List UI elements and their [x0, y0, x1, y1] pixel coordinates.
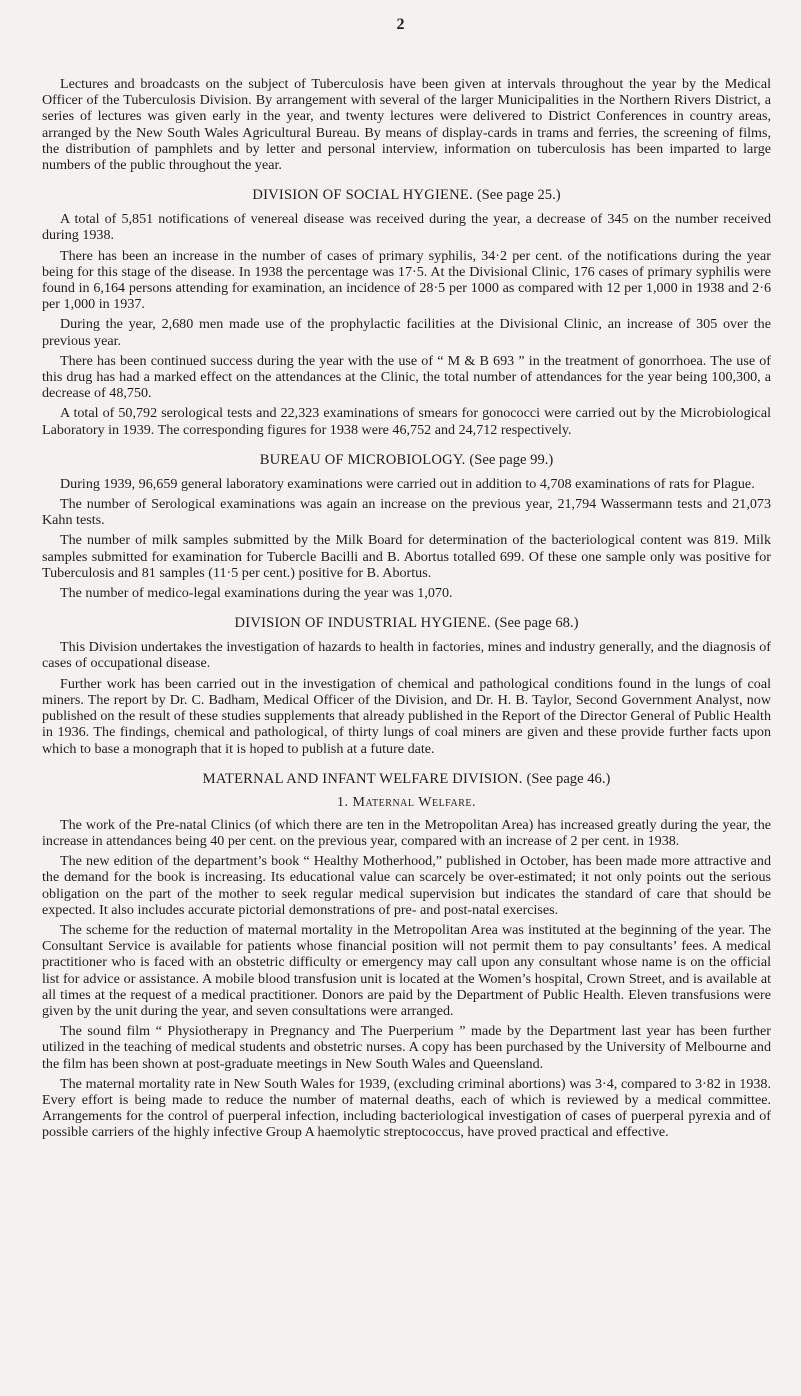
paragraph: The number of medico-legal examinations during the year was 1,070. [60, 585, 453, 602]
section-microbiology [42, 452, 771, 601]
paragraph: The scheme for the reduction of maternal mortality in the Metropolitan Area was instituted at the beginning of the year. The Consultant Service is available for patients whose financial position will not permit them to pay consultants’ fees. A medical practitioner who is faced with an obstetric difficulty or emergency may call upon any consultant whose name is on the official list for advice or assistance. A mobile blood transfusion unit is located at the Women’s hospital, Crown Street, and is available at all times at the request of a medical practitioner. Donors are paid by the Department of Public Health. Eleven transfusions were given by the unit during the year, and seven consultations were arranged. [42, 921, 771, 1019]
paragraph: This Division undertakes the investigation of hazards to health in factories, mines and industry generally, and the diagnosis of cases of occupational disease. [42, 639, 771, 672]
paragraph: The number of milk samples submitted by the Milk Board for determination of the bacteriological content was 819. Milk samples submitted for examination for Tubercle Bacilli and B. Abortus totalled 699. Of these one sample only was positive for Tuberculosis and 81 samples (11·5 per cent.) positive for B. Abortus. [42, 532, 771, 581]
paragraph: A total of 50,792 serological tests and 22,323 examinations of smears for gonococci were carried out by the Microbiological Laboratory in 1939. The corresponding figures for 1938 were 46,752 and 24,712 respectively. [42, 405, 771, 438]
page-reference: (See page 99.) [469, 451, 554, 468]
section-title: DIVISION OF INDUSTRIAL HYGIENE. [234, 615, 491, 632]
section-maternal-infant-welfare [42, 771, 771, 1141]
paragraph: The new edition of the department’s book “ Healthy Motherhood,” published in October, has been made more attractive and the demand for the book is increasing. Its educational value can scarcely be over-estimated; it not only points out the serious obligation on the part of the mother to seek regular medical supervision but indicates the standard of care that should be expected. It also includes accurate pictorial demonstrations of pre- and post-natal exercises. [42, 853, 771, 918]
section-heading [42, 615, 771, 632]
page-reference: (See page 25.) [476, 187, 561, 204]
section-heading [42, 187, 771, 204]
paragraph: The maternal mortality rate in New South Wales for 1939, (excluding criminal abortions) was 3·4, compared to 3·82 in 1938. Every effort is being made to reduce the number of maternal deaths, each of which is reviewed by a medical committee. Arrangements for the control of puerperal infection, including bacteriological investigation of cases of puerperal pyrexia and of possible carriers of the highly infective Group A haemolytic streptococcus, have proved practical and effective. [42, 1075, 771, 1141]
paragraph: A total of 5,851 notifications of venereal disease was received during the year, a decrease of 345 on the number received during 1938. [42, 211, 771, 244]
paragraph: Further work has been carried out in the investigation of chemical and pathological conditions found in the lungs of coal miners. The report by Dr. C. Badham, Medical Officer of the Division, and Dr. H. B. Taylor, Second Government Analyst, now published on the result of these studies supplements that already published in the Report of the Director General of Public Health in 1936. The findings, chemical and pathological, of thirty lungs of coal miners are given and these provide further facts upon which to base a monograph that it is hoped to publish at a future date. [42, 675, 771, 757]
section-heading [42, 452, 771, 469]
page-number: 2 [396, 16, 405, 33]
section-industrial-hygiene [42, 615, 771, 756]
page-reference: (See page 46.) [526, 770, 611, 787]
paragraph: There has been an increase in the number of cases of primary syphilis, 34·2 per cent. of the notifications during the year being for this stage of the disease. In 1938 the percentage was 17·5. At the Divisional Clinic, 176 cases of primary syphilis were found in 6,164 persons attending for examination, an incidence of 28·5 per 1000 as compared with 12 per 1,000 in 1938 and 2·6 per 1,000 in 1937. [42, 247, 771, 313]
intro-paragraph: Lectures and broadcasts on the subject of Tuberculosis have been given at intervals throughout the year by the Medical Officer of the Tuberculosis Division. By arrangement with several of the larger Municipalities in the Northern Rivers District, a series of lectures was given early in the year, and twenty lectures were delivered to District Conferences in country areas, arranged by the New South Wales Agricultural Bureau. By means of display-cards in trams and ferries, the screening of films, the distribution of pamphlets and by letter and personal interview, information on tuberculosis has been imparted to large numbers of the public throughout the year. [42, 76, 771, 174]
paragraph: The sound film “ Physiotherapy in Pregnancy and The Puerperium ” made by the Department last year has been further utilized in the teaching of medical students and obstetric nurses. A copy has been purchased by the University of Melbourne and the film has been shown at post-graduate meetings in New South Wales and Queensland. [42, 1023, 771, 1072]
paragraph: The number of Serological examinations was again an increase on the previous year, 21,794 Wassermann tests and 21,073 Kahn tests. [42, 496, 771, 529]
paragraph: The work of the Pre-natal Clinics (of which there are ten in the Metropolitan Area) has increased greatly during the year, the increase in attendances being 40 per cent. on the previous year, compared with an increase of 2 per cent. in 1938. [42, 816, 771, 849]
page-reference: (See page 68.) [494, 615, 579, 632]
section-title: BUREAU OF MICROBIOLOGY. [259, 451, 466, 468]
section-title: DIVISION OF SOCIAL HYGIENE. [252, 187, 473, 204]
paragraph: During 1939, 96,659 general laboratory examinations were carried out in addition to 4,708 examinations of rats for Plague. [60, 475, 755, 492]
subsection-heading: 1. Maternal Welfare. [337, 794, 476, 810]
section-heading [42, 771, 771, 788]
paragraph: During the year, 2,680 men made use of the prophylactic facilities at the Divisional Clinic, an increase of 305 over the previous year. [42, 316, 771, 349]
paragraph: There has been continued success during the year with the use of “ M & B 693 ” in the treatment of gonorrhoea. The use of this drug has had a marked effect on the attendances at the Clinic, the total number of attendances for the year being 100,300, a decrease of 48,750. [42, 352, 771, 402]
section-title: MATERNAL AND INFANT WELFARE DIVISION. [202, 770, 523, 787]
section-social-hygiene [42, 187, 771, 438]
